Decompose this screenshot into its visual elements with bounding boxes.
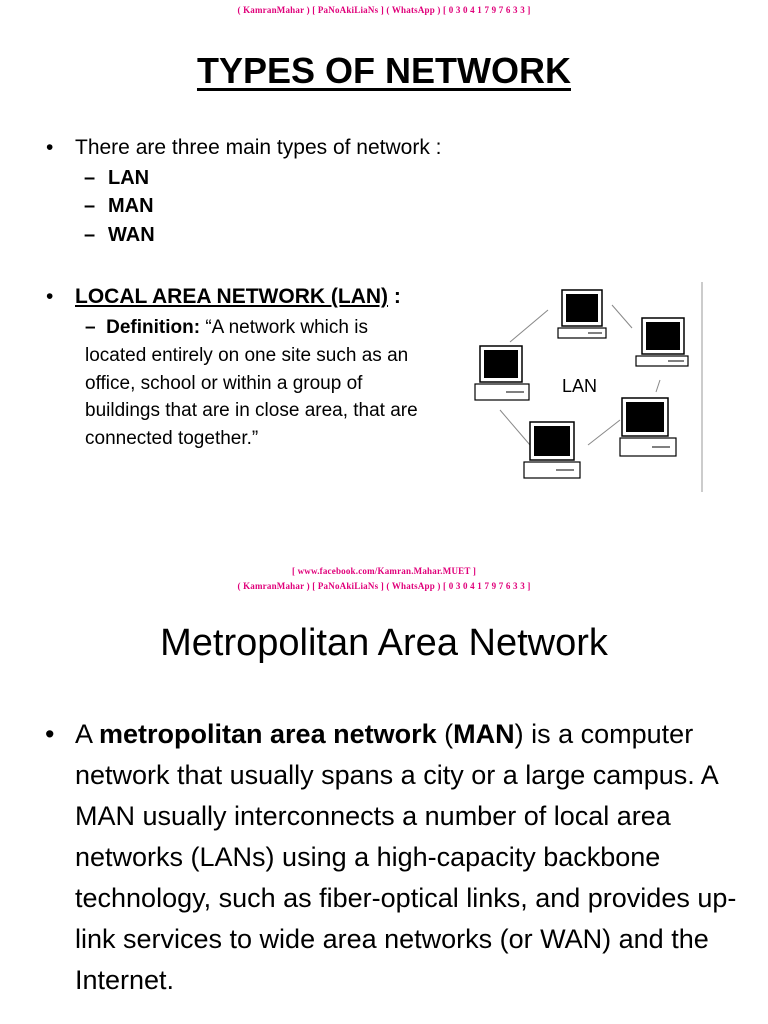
- type-label: WAN: [108, 224, 155, 246]
- slide-title: TYPES OF NETWORK: [196, 50, 571, 91]
- watermark-contact: ( KamranMahar ) [ PaNoAkiLiaNs ] ( WhatsApp ) [ 0 3 0 4 1 7 9 7 6 3 3 ]: [237, 581, 531, 591]
- type-item-lan: [84, 167, 149, 190]
- para-text: ) is a computer network that usually spans a city or a large campus. A MAN usually interconnects a number of local area networks (LANs) using a high-capacity backbone technology, such as fiber-optical links, and provides up-link services to wide area networks (or WAN) and the Internet.: [75, 719, 737, 995]
- dash-icon: –: [84, 167, 96, 189]
- para-text: A: [75, 719, 100, 749]
- para-abbr: MAN: [453, 719, 515, 749]
- type-label: MAN: [108, 195, 154, 217]
- type-item-man: [84, 195, 154, 218]
- lan-diagram-svg: [470, 280, 710, 495]
- bullet-icon: •: [45, 719, 55, 749]
- lan-definition: [85, 314, 425, 453]
- para-term: metropolitan area network: [99, 719, 437, 749]
- man-description: [75, 714, 755, 1001]
- dash-icon: –: [84, 224, 96, 246]
- dash-icon: –: [85, 317, 96, 338]
- watermark-facebook: [ www.facebook.com/Kamran.Mahar.MUET ]: [291, 566, 477, 576]
- type-item-wan: [84, 224, 155, 247]
- para-text: (: [436, 719, 454, 749]
- computer-icon: [558, 290, 606, 338]
- computer-icon: [636, 318, 688, 366]
- computer-icon: [524, 422, 580, 478]
- type-label: LAN: [108, 167, 150, 189]
- bullet-icon: •: [46, 136, 54, 159]
- dash-icon: –: [84, 195, 96, 217]
- lan-diagram: [470, 280, 710, 495]
- intro-text: There are three main types of network :: [75, 136, 442, 159]
- lan-heading-text: LOCAL AREA NETWORK (LAN): [75, 285, 389, 308]
- computer-icon: [475, 346, 529, 400]
- definition-label: Definition:: [106, 317, 201, 338]
- bullet-icon: •: [46, 285, 54, 308]
- lan-diagram-label: LAN: [562, 376, 598, 396]
- definition-text: “A network which is located entirely on one site such as an office, school or within a group of buildings that are in close area, that are connected together.”: [85, 317, 418, 450]
- computer-icon: [620, 398, 676, 456]
- slide-metropolitan-area-network: [0, 578, 768, 1024]
- slide-title: Metropolitan Area Network: [160, 622, 608, 664]
- lan-heading: [75, 285, 401, 309]
- watermark-contact: ( KamranMahar ) [ PaNoAkiLiaNs ] ( WhatsApp ) [ 0 3 0 4 1 7 9 7 6 3 3 ]: [237, 5, 531, 15]
- lan-heading-colon: :: [388, 285, 401, 308]
